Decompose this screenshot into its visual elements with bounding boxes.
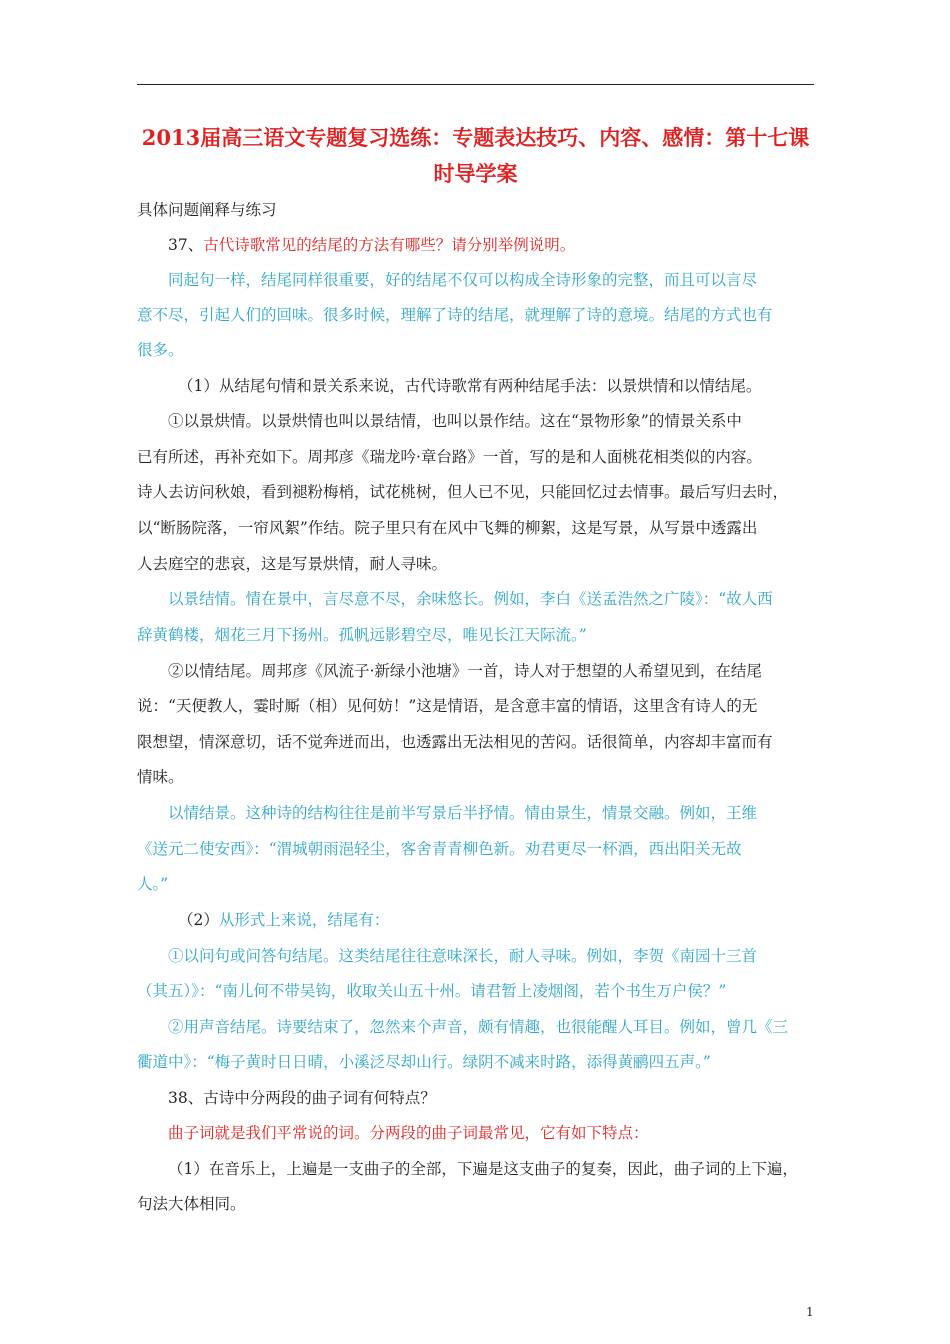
page-number: 1 [806, 1305, 814, 1319]
paragraph-line: （其五）》：“南儿何不带吴钩，收取关山五十州。请君暂上凌烟阁，若个书生万户侯？” [137, 982, 727, 1000]
paragraph-line: 辞黄鹤楼，烟花三月下扬州。孤帆远影碧空尽，唯见长江天际流。” [137, 626, 587, 644]
paragraph-line: 以景结情。情在景中，言尽意不尽，余味悠长。例如，李白《送孟浩然之广陵》：“故人西 [168, 590, 773, 608]
paragraph-line: 以“断肠院落，一帘风絮”作结。院子里只有在风中飞舞的柳絮，这是写景，从写景中透露出 [137, 519, 758, 537]
paragraph-line: 情味。 [137, 768, 184, 786]
paragraph-line: 诗人去访问秋娘，看到褪粉梅梢，试花桃树，但人已不见，只能回忆过去情事。最后写归去时， [137, 483, 789, 501]
question-number: 37、 [168, 236, 204, 254]
question-37 [168, 234, 848, 256]
paragraph-line: 很多。 [137, 341, 184, 359]
paragraph-line: 说：“天便教人，霎时厮（相）见何妨！”这是情语，是含意丰富的情语，这里含有诗人的无 [137, 697, 758, 715]
section-heading: 具体问题阐释与练习 [137, 201, 277, 219]
paragraph-line: （1）从结尾句情和景关系来说，古代诗歌常有两种结尾手法：以景烘情和以情结尾。 [178, 377, 762, 395]
paragraph-line: ②以情结尾。周邦彦《风流子·新绿小池塘》一首，诗人对于想望的人希望见到，在结尾 [168, 662, 762, 680]
paragraph-line: ①以问句或问答句结尾。这类结尾往往意味深长，耐人寻味。例如，李贺《南园十三首 [168, 947, 758, 965]
paragraph-line: ①以景烘情。以景烘情也叫以景结情，也叫以景作结。这在“景物形象”的情景关系中 [168, 412, 742, 430]
paragraph-line: 同起句一样，结尾同样很重要，好的结尾不仅可以构成全诗形象的完整，而且可以言尽 [168, 271, 758, 289]
document-title-line-1: 2013届高三语文专题复习选练：专题表达技巧、内容、感情：第十七课 [141, 125, 810, 150]
paragraph-line: 《送元二使安西》：“渭城朝雨浥轻尘，客舍青青柳色新。劝君更尽一杯酒，西出阳关无故 [137, 840, 742, 858]
question-38: 38、古诗中分两段的曲子词有何特点？ [168, 1089, 436, 1107]
document-title-line-2: 时导学案 [433, 161, 518, 186]
paragraph-line: （1）在音乐上，上遍是一支曲子的全部，下遍是这支曲子的复奏，因此，曲子词的上下遍， [168, 1160, 798, 1178]
paragraph-line: 衢道中》：“梅子黄时日日晴，小溪泛尽却山行。绿阴不减来时路，添得黄鹂四五声。” [137, 1053, 711, 1071]
paragraph-line: 以情结景。这种诗的结构往往是前半写景后半抒情。情由景生，情景交融。例如，王维 [168, 804, 758, 822]
form-item-text: 从形式上来说，结尾有： [218, 911, 390, 929]
form-item-prefix: （2） [178, 911, 219, 929]
paragraph-line: 句法大体相同。 [137, 1195, 246, 1213]
paragraph-line: ②用声音结尾。诗要结束了，忽然来个声音，颇有情趣，也很能醒人耳目。例如，曾几《三 [168, 1018, 789, 1036]
header-rule [137, 84, 814, 85]
paragraph-line: 已有所述，再补充如下。周邦彦《瑞龙吟·章台路》一首，写的是和人面桃花相类似的内容。 [137, 448, 762, 466]
paragraph-line: 意不尽，引起人们的回味。很多时候，理解了诗的结尾，就理解了诗的意境。结尾的方式也有 [137, 306, 773, 324]
paragraph-line: 人。” [137, 875, 169, 893]
paragraph-line: 曲子词就是我们平常说的词。分两段的曲子词最常见，它有如下特点： [168, 1124, 649, 1142]
paragraph-line: 人去庭空的悲哀，这是写景烘情，耐人寻味。 [137, 555, 448, 573]
question-text: 古代诗歌常见的结尾的方法有哪些？请分别举例说明。 [203, 236, 576, 254]
form-item-heading [178, 909, 858, 931]
paragraph-line: 限想望，情深意切，话不觉奔迸而出，也透露出无法相见的苦闷。话很简单，内容却丰富而有 [137, 733, 773, 751]
